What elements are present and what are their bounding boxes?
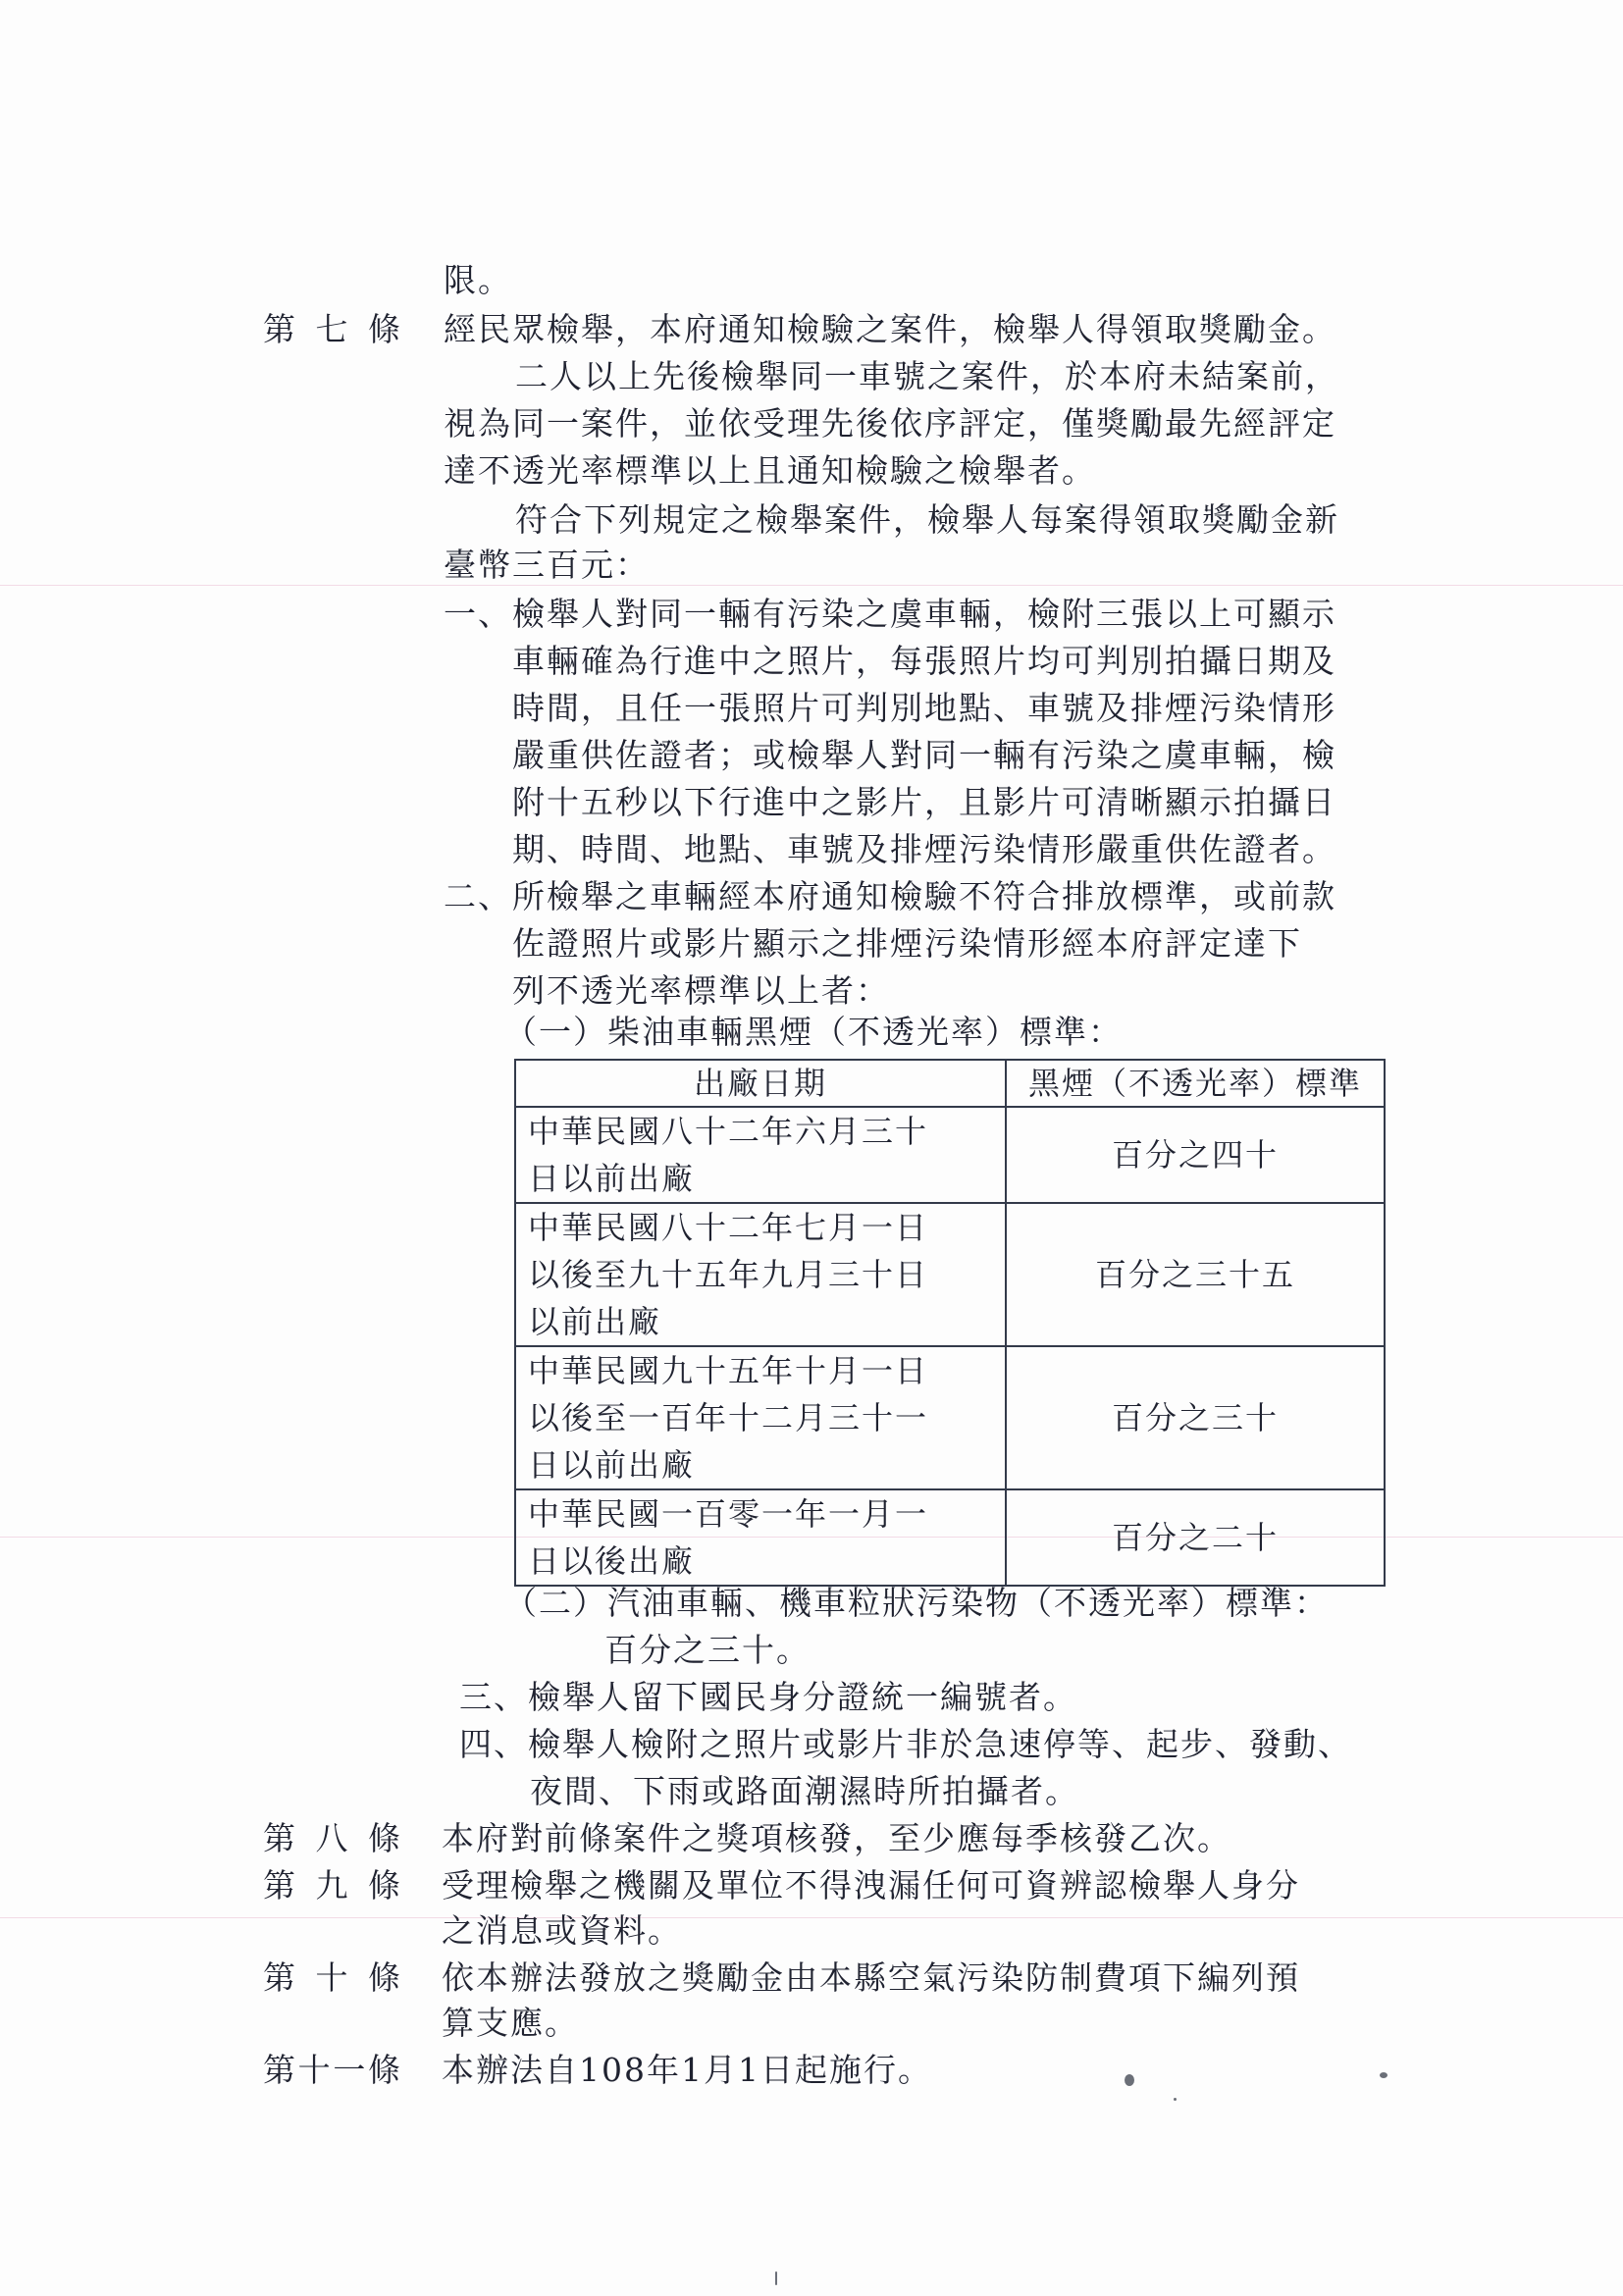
article-11-text: 本辦法自108年1月1日起施行。 xyxy=(442,2051,932,2089)
article-7-line-2: 二人以上先後檢舉同一車號之案件，於本府未結案前， xyxy=(515,357,1339,395)
date-cell: 中華民國八十二年七月一日 以後至九十五年九月三十日 以前出廠 xyxy=(515,1203,1006,1346)
item-1-line-5: 附十五秒以下行進中之影片，且影片可清晰顯示拍攝日 xyxy=(512,783,1336,821)
article-7-line-4: 達不透光率標準以上且通知檢驗之檢舉者。 xyxy=(444,451,1096,490)
item-4-line-1: 四、檢舉人檢附之照片或影片非於急速停等、起步、發動、 xyxy=(459,1725,1352,1763)
table-row xyxy=(515,1203,1385,1346)
article-10-label: 第 十 條 xyxy=(263,1958,400,1997)
article-11-label: 第 十 一 條 xyxy=(263,2051,400,2089)
table-row xyxy=(515,1346,1385,1489)
article-7-line-1: 經民眾檢舉，本府通知檢驗之案件，檢舉人得領取獎勵金。 xyxy=(444,310,1336,348)
article-9-line-2: 之消息或資料。 xyxy=(442,1911,682,1950)
item-1-line-2: 車輛確為行進中之照片，每張照片均可判別拍攝日期及 xyxy=(512,642,1336,680)
item-1-line-3: 時間，且任一張照片可判別地點、車號及排煙污染情形 xyxy=(512,689,1336,727)
header-smoke-standard: 黑煙（不透光率）標準 xyxy=(1006,1060,1385,1107)
item-2-line-1: 二、所檢舉之車輛經本府通知檢驗不符合排放標準，或前款 xyxy=(444,877,1336,915)
standard-cell: 百分之三十 xyxy=(1006,1346,1385,1489)
article-8-text: 本府對前條案件之獎項核發，至少應每季核發乙次。 xyxy=(442,1819,1231,1857)
date-cell: 中華民國八十二年六月三十 日以前出廠 xyxy=(515,1107,1006,1203)
table-row xyxy=(515,1107,1385,1203)
table-row xyxy=(515,1489,1385,1586)
article-8-label: 第 八 條 xyxy=(263,1819,400,1857)
item-2-line-2: 佐證照片或影片顯示之排煙污染情形經本府評定達下 xyxy=(512,924,1302,963)
article-9-line-1: 受理檢舉之機關及單位不得洩漏任何可資辨認檢舉人身分 xyxy=(442,1866,1300,1905)
date-cell: 中華民國九十五年十月一日 以後至一百年十二月三十一 日以前出廠 xyxy=(515,1346,1006,1489)
sub-item-2-line-1: （二）汽油車輛、機車粒狀污染物（不透光率）標準： xyxy=(504,1584,1329,1622)
article-7-label: 第 七 條 xyxy=(263,310,400,348)
scan-speck xyxy=(775,2271,777,2285)
scan-speck xyxy=(1174,2098,1177,2101)
item-3: 三、檢舉人留下國民身分證統一編號者。 xyxy=(459,1678,1077,1716)
item-2-line-3: 列不透光率標準以上者： xyxy=(512,971,890,1010)
scan-speck xyxy=(1125,2074,1134,2086)
article-10-line-2: 算支應。 xyxy=(442,2004,579,2042)
item-1-line-1: 一、檢舉人對同一輛有污染之虞車輛，檢附三張以上可顯示 xyxy=(444,595,1336,633)
standard-cell: 百分之二十 xyxy=(1006,1489,1385,1586)
sub-item-2-line-2: 百分之三十。 xyxy=(604,1631,811,1669)
item-1-line-6: 期、時間、地點、車號及排煙污染情形嚴重供佐證者。 xyxy=(512,830,1336,868)
article-9-label: 第 九 條 xyxy=(263,1866,400,1905)
article-10-line-1: 依本辦法發放之獎勵金由本縣空氣污染防制費項下編列預 xyxy=(442,1958,1300,1997)
date-cell: 中華民國一百零一年一月一 日以後出廠 xyxy=(515,1489,1006,1586)
article-7-line-3: 視為同一案件，並依受理先後依序評定，僅獎勵最先經評定 xyxy=(444,404,1336,443)
header-manufacture-date: 出廠日期 xyxy=(515,1060,1006,1107)
article-7-line-6: 臺幣三百元： xyxy=(444,546,650,584)
sub-item-1-heading: （一）柴油車輛黑煙（不透光率）標準： xyxy=(504,1013,1123,1051)
standard-cell: 百分之三十五 xyxy=(1006,1203,1385,1346)
article-7-line-5: 符合下列規定之檢舉案件，檢舉人每案得領取獎勵金新 xyxy=(515,500,1339,539)
standard-cell: 百分之四十 xyxy=(1006,1107,1385,1203)
table-header-row xyxy=(515,1060,1385,1107)
diesel-smoke-standard-table xyxy=(514,1059,1386,1587)
item-4-line-2: 夜間、下雨或路面潮濕時所拍攝者。 xyxy=(530,1772,1079,1810)
item-1-line-4: 嚴重供佐證者；或檢舉人對同一輛有污染之虞車輛，檢 xyxy=(512,736,1336,774)
article-6-tail: 限。 xyxy=(444,261,512,299)
scan-speck xyxy=(1380,2072,1387,2078)
